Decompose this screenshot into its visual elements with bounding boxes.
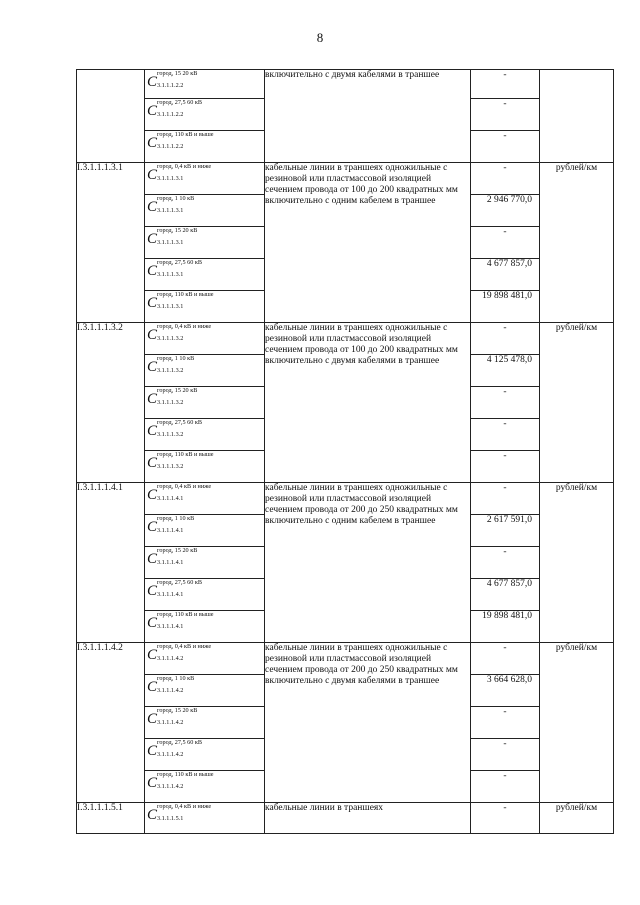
formula-subscript: 3.1.1.1.2.2 — [157, 143, 184, 150]
formula-subscript: 3.1.1.1.4.2 — [157, 719, 184, 726]
description-cell: кабельные линии в траншеях одножильные с резиновой или пластмассовой изоляцией сечением провода от 200 до 250 квадратных мм включительно с двумя кабелями в траншее — [265, 643, 471, 803]
formula-symbol — [145, 675, 257, 699]
formula-symbol — [145, 131, 257, 155]
table-row — [77, 323, 614, 355]
formula-subscript: 3.1.1.1.4.1 — [157, 527, 184, 534]
unit-cell: рублей/км — [540, 483, 614, 643]
formula-symbol — [145, 323, 257, 347]
value-cell: - — [471, 483, 540, 515]
formula-symbol — [145, 707, 257, 731]
formula-superscript: город, 15 20 кВ — [157, 387, 198, 394]
formula-cell — [145, 771, 265, 803]
formula-superscript: город, 0,4 кВ и ниже — [157, 323, 212, 330]
formula-superscript: город, 0,4 кВ и ниже — [157, 643, 212, 650]
value-cell: - — [471, 227, 540, 259]
formula-subscript: 3.1.1.1.4.1 — [157, 495, 184, 502]
value-cell: - — [471, 323, 540, 355]
value-cell: 3 664 628,0 — [471, 675, 540, 707]
formula-symbol — [145, 643, 257, 667]
formula-cell — [145, 643, 265, 675]
formula-subscript: 3.1.1.1.4.2 — [157, 655, 184, 662]
value-cell: - — [471, 707, 540, 739]
unit-cell — [540, 70, 614, 163]
value-cell: 4 677 857,0 — [471, 259, 540, 291]
formula-superscript: город, 110 кВ и выше — [157, 771, 214, 778]
formula-symbol — [145, 227, 257, 251]
formula-symbol — [145, 355, 257, 379]
formula-cell — [145, 99, 265, 131]
formula-letter: C — [147, 391, 158, 407]
formula-subscript: 3.1.1.1.4.2 — [157, 687, 184, 694]
formula-superscript: город, 110 кВ и выше — [157, 451, 214, 458]
value-cell: 4 677 857,0 — [471, 579, 540, 611]
formula-letter: C — [147, 135, 158, 151]
formula-subscript: 3.1.1.1.4.1 — [157, 623, 184, 630]
value-cell: 2 617 591,0 — [471, 515, 540, 547]
formula-letter: C — [147, 743, 158, 759]
formula-superscript: город, 27,5 60 кВ — [157, 259, 202, 266]
formula-superscript: город, 1 10 кВ — [157, 195, 195, 202]
formula-letter: C — [147, 487, 158, 503]
formula-letter: C — [147, 263, 158, 279]
formula-superscript: город, 27,5 60 кВ — [157, 579, 202, 586]
formula-superscript: город, 27,5 60 кВ — [157, 99, 202, 106]
formula-letter: C — [147, 583, 158, 599]
formula-symbol — [145, 70, 257, 94]
formula-symbol — [145, 739, 257, 763]
formula-subscript: 3.1.1.1.3.2 — [157, 399, 184, 406]
table-row — [77, 163, 614, 195]
formula-cell — [145, 195, 265, 227]
formula-cell — [145, 515, 265, 547]
formula-subscript: 3.1.1.1.2.2 — [157, 111, 184, 118]
formula-symbol — [145, 611, 257, 635]
formula-symbol — [145, 99, 257, 123]
formula-letter: C — [147, 359, 158, 375]
formula-cell — [145, 611, 265, 643]
formula-subscript: 3.1.1.1.4.2 — [157, 783, 184, 790]
formula-symbol — [145, 259, 257, 283]
formula-symbol — [145, 515, 257, 539]
formula-superscript: город, 110 кВ и выше — [157, 291, 214, 298]
formula-cell — [145, 547, 265, 579]
formula-symbol — [145, 579, 257, 603]
value-cell: 19 898 481,0 — [471, 291, 540, 323]
value-cell: - — [471, 803, 540, 834]
formula-superscript: город, 27,5 60 кВ — [157, 419, 202, 426]
page-number: 8 — [316, 30, 324, 45]
code-cell — [77, 70, 145, 163]
formula-symbol — [145, 451, 257, 475]
description-cell: включительно с двумя кабелями в траншее — [265, 70, 471, 163]
formula-subscript: 3.1.1.1.3.1 — [157, 239, 184, 246]
formula-letter: C — [147, 519, 158, 535]
formula-letter: C — [147, 423, 158, 439]
description-cell: кабельные линии в траншеях — [265, 803, 471, 834]
row-code: I.3.1.1.1.5.1 — [77, 803, 145, 834]
value-cell: - — [471, 99, 540, 131]
value-cell: 19 898 481,0 — [471, 611, 540, 643]
formula-cell — [145, 259, 265, 291]
formula-subscript: 3.1.1.1.3.2 — [157, 335, 184, 342]
value-cell: - — [471, 771, 540, 803]
formula-subscript: 3.1.1.1.3.2 — [157, 463, 184, 470]
table-row — [77, 643, 614, 675]
formula-letter: C — [147, 455, 158, 471]
formula-superscript: город, 110 кВ и выше — [157, 131, 214, 138]
unit-cell: рублей/км — [540, 323, 614, 483]
value-cell: - — [471, 419, 540, 451]
formula-letter: C — [147, 615, 158, 631]
formula-subscript: 3.1.1.1.3.1 — [157, 271, 184, 278]
row-code: I.3.1.1.1.3.1 — [77, 163, 145, 323]
formula-cell — [145, 739, 265, 771]
unit-cell: рублей/км — [540, 643, 614, 803]
formula-symbol — [145, 771, 257, 795]
formula-symbol — [145, 419, 257, 443]
formula-cell — [145, 355, 265, 387]
formula-subscript: 3.1.1.1.2.2 — [157, 82, 184, 89]
formula-cell — [145, 227, 265, 259]
value-cell: - — [471, 70, 540, 99]
formula-cell — [145, 451, 265, 483]
formula-cell — [145, 70, 265, 99]
description-cell: кабельные линии в траншеях одножильные с резиновой или пластмассовой изоляцией сечением провода от 200 до 250 квадратных мм включительно с одним кабелем в траншее — [265, 483, 471, 643]
formula-letter: C — [147, 167, 158, 183]
formula-symbol — [145, 547, 257, 571]
formula-cell — [145, 323, 265, 355]
formula-superscript: город, 1 10 кВ — [157, 355, 195, 362]
formula-letter: C — [147, 551, 158, 567]
formula-superscript: город, 15 20 кВ — [157, 70, 198, 77]
formula-letter: C — [147, 327, 158, 343]
formula-cell — [145, 675, 265, 707]
row-code: I.3.1.1.1.4.1 — [77, 483, 145, 643]
formula-cell — [145, 387, 265, 419]
formula-symbol — [145, 387, 257, 411]
formula-cell — [145, 803, 265, 834]
formula-cell — [145, 579, 265, 611]
formula-superscript: город, 0,4 кВ и ниже — [157, 163, 212, 170]
formula-superscript: город, 1 10 кВ — [157, 515, 195, 522]
formula-subscript: 3.1.1.1.4.1 — [157, 591, 184, 598]
formula-letter: C — [147, 231, 158, 247]
formula-letter: C — [147, 199, 158, 215]
formula-symbol — [145, 803, 257, 827]
value-cell: - — [471, 547, 540, 579]
value-cell: 2 946 770,0 — [471, 195, 540, 227]
value-cell: - — [471, 739, 540, 771]
value-cell: - — [471, 131, 540, 163]
formula-cell — [145, 291, 265, 323]
formula-symbol — [145, 195, 257, 219]
formula-subscript: 3.1.1.1.5.1 — [157, 815, 184, 822]
formula-subscript: 3.1.1.1.3.1 — [157, 303, 184, 310]
formula-superscript: город, 0,4 кВ и ниже — [157, 483, 212, 490]
formula-symbol — [145, 291, 257, 315]
formula-letter: C — [147, 103, 158, 119]
formula-subscript: 3.1.1.1.3.2 — [157, 367, 184, 374]
formula-superscript: город, 110 кВ и выше — [157, 611, 214, 618]
formula-letter: C — [147, 74, 158, 90]
unit-cell: рублей/км — [540, 803, 614, 834]
formula-superscript: город, 15 20 кВ — [157, 707, 198, 714]
formula-subscript: 3.1.1.1.4.1 — [157, 559, 184, 566]
formula-subscript: 3.1.1.1.3.2 — [157, 431, 184, 438]
formula-letter: C — [147, 807, 158, 823]
unit-cell: рублей/км — [540, 163, 614, 323]
formula-cell — [145, 483, 265, 515]
description-cell: кабельные линии в траншеях одножильные с резиновой или пластмассовой изоляцией сечением провода от 100 до 200 квадратных мм включительно с одним кабелем в траншее — [265, 163, 471, 323]
formula-symbol — [145, 163, 257, 187]
formula-symbol — [145, 483, 257, 507]
formula-cell — [145, 707, 265, 739]
formula-superscript: город, 27,5 60 кВ — [157, 739, 202, 746]
formula-cell — [145, 131, 265, 163]
value-cell: - — [471, 451, 540, 483]
row-code: I.3.1.1.1.4.2 — [77, 643, 145, 803]
formula-superscript: город, 0,4 кВ и ниже — [157, 803, 212, 810]
formula-cell — [145, 163, 265, 195]
table-row — [77, 70, 614, 99]
value-cell: - — [471, 643, 540, 675]
formula-subscript: 3.1.1.1.4.2 — [157, 751, 184, 758]
table-row — [77, 483, 614, 515]
formula-superscript: город, 15 20 кВ — [157, 547, 198, 554]
value-cell: 4 125 478,0 — [471, 355, 540, 387]
formula-letter: C — [147, 295, 158, 311]
formula-letter: C — [147, 711, 158, 727]
description-cell: кабельные линии в траншеях одножильные с резиновой или пластмассовой изоляцией сечением провода от 100 до 200 квадратных мм включительно с двумя кабелями в траншее — [265, 323, 471, 483]
formula-letter: C — [147, 647, 158, 663]
formula-letter: C — [147, 679, 158, 695]
formula-subscript: 3.1.1.1.3.1 — [157, 207, 184, 214]
formula-subscript: 3.1.1.1.3.1 — [157, 175, 184, 182]
value-cell: - — [471, 163, 540, 195]
formula-letter: C — [147, 775, 158, 791]
rates-table — [76, 69, 614, 834]
row-code: I.3.1.1.1.3.2 — [77, 323, 145, 483]
table-row — [77, 803, 614, 834]
formula-cell — [145, 419, 265, 451]
formula-superscript: город, 1 10 кВ — [157, 675, 195, 682]
value-cell: - — [471, 387, 540, 419]
formula-superscript: город, 15 20 кВ — [157, 227, 198, 234]
